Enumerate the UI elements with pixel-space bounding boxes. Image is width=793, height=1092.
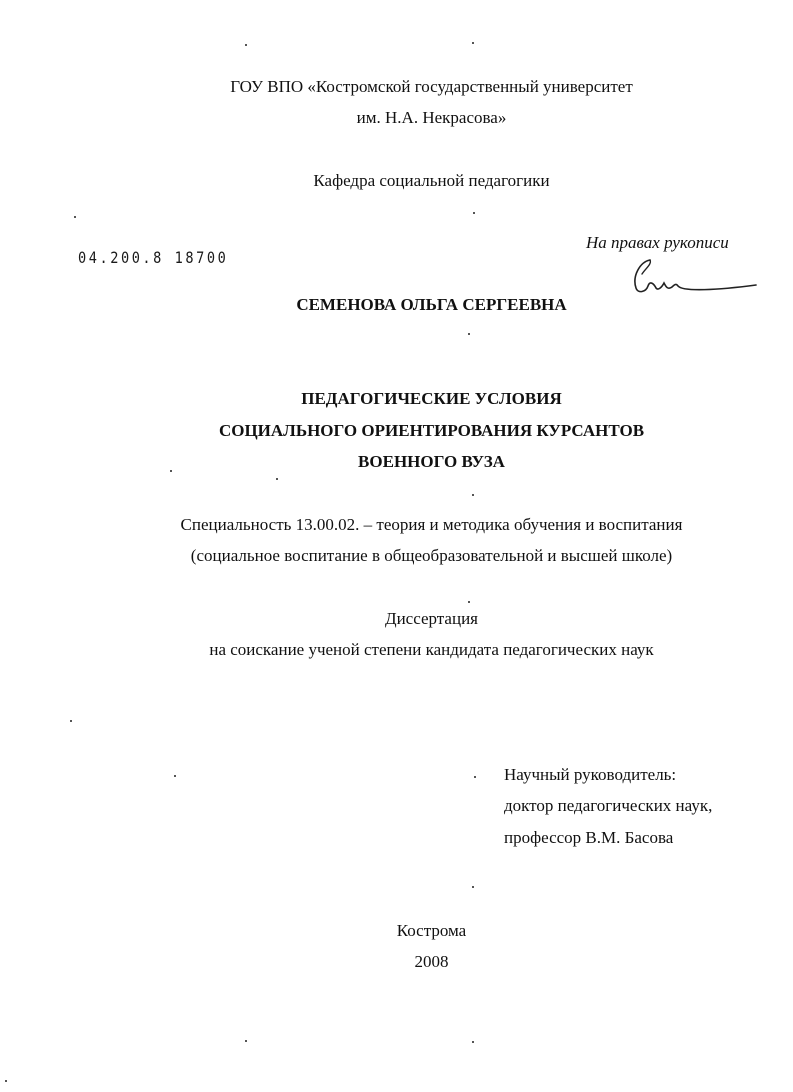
- author-name: СЕМЕНОВА ОЛЬГА СЕРГЕЕВНА: [296, 295, 567, 314]
- title-line-2: СОЦИАЛЬНОГО ОРИЕНТИРОВАНИЯ КУРСАНТОВ: [218, 421, 645, 440]
- department-name: Кафедра социальной педагогики: [313, 171, 550, 190]
- archive-stamp: 04.200.8 18700: [78, 248, 229, 267]
- supervisor-line-3: профессор В.М. Басова: [504, 828, 674, 847]
- scan-speck: [472, 886, 474, 888]
- scan-speck: [473, 212, 475, 214]
- scan-speck: [245, 44, 247, 46]
- scan-speck: [474, 776, 476, 778]
- scan-speck: [472, 42, 474, 44]
- scan-speck: [74, 216, 76, 218]
- scan-speck: [245, 1040, 247, 1042]
- scan-speck: [70, 720, 72, 722]
- title-line-1: ПЕДАГОГИЧЕСКИЕ УСЛОВИЯ: [301, 389, 562, 408]
- institution-line-2: им. Н.А. Некрасова»: [356, 108, 507, 127]
- institution-line-1: ГОУ ВПО «Костромской государственный университет: [230, 77, 633, 96]
- supervisor-line-2: доктор педагогических наук,: [504, 796, 713, 815]
- work-type: Диссертация: [384, 609, 478, 628]
- scan-speck: [468, 601, 470, 603]
- scan-speck: [276, 478, 278, 480]
- title-line-3: ВОЕННОГО ВУЗА: [358, 452, 505, 471]
- specialty-line-2: (социальное воспитание в общеобразовательной и высшей школе): [190, 546, 673, 565]
- degree-line: на соискание ученой степени кандидата педагогических наук: [209, 640, 654, 659]
- year: 2008: [414, 952, 449, 971]
- scan-speck: [174, 775, 176, 777]
- manuscript-note: На правах рукописи: [586, 233, 729, 252]
- scan-speck: [5, 1080, 7, 1082]
- scan-speck: [472, 494, 474, 496]
- signature-icon: [628, 254, 758, 300]
- supervisor-line-1: Научный руководитель:: [504, 765, 677, 784]
- scan-speck: [170, 470, 172, 472]
- city: Кострома: [396, 921, 467, 940]
- scan-speck: [472, 1041, 474, 1043]
- specialty-line-1: Специальность 13.00.02. – теория и методика обучения и воспитания: [180, 515, 683, 534]
- scan-speck: [468, 333, 470, 335]
